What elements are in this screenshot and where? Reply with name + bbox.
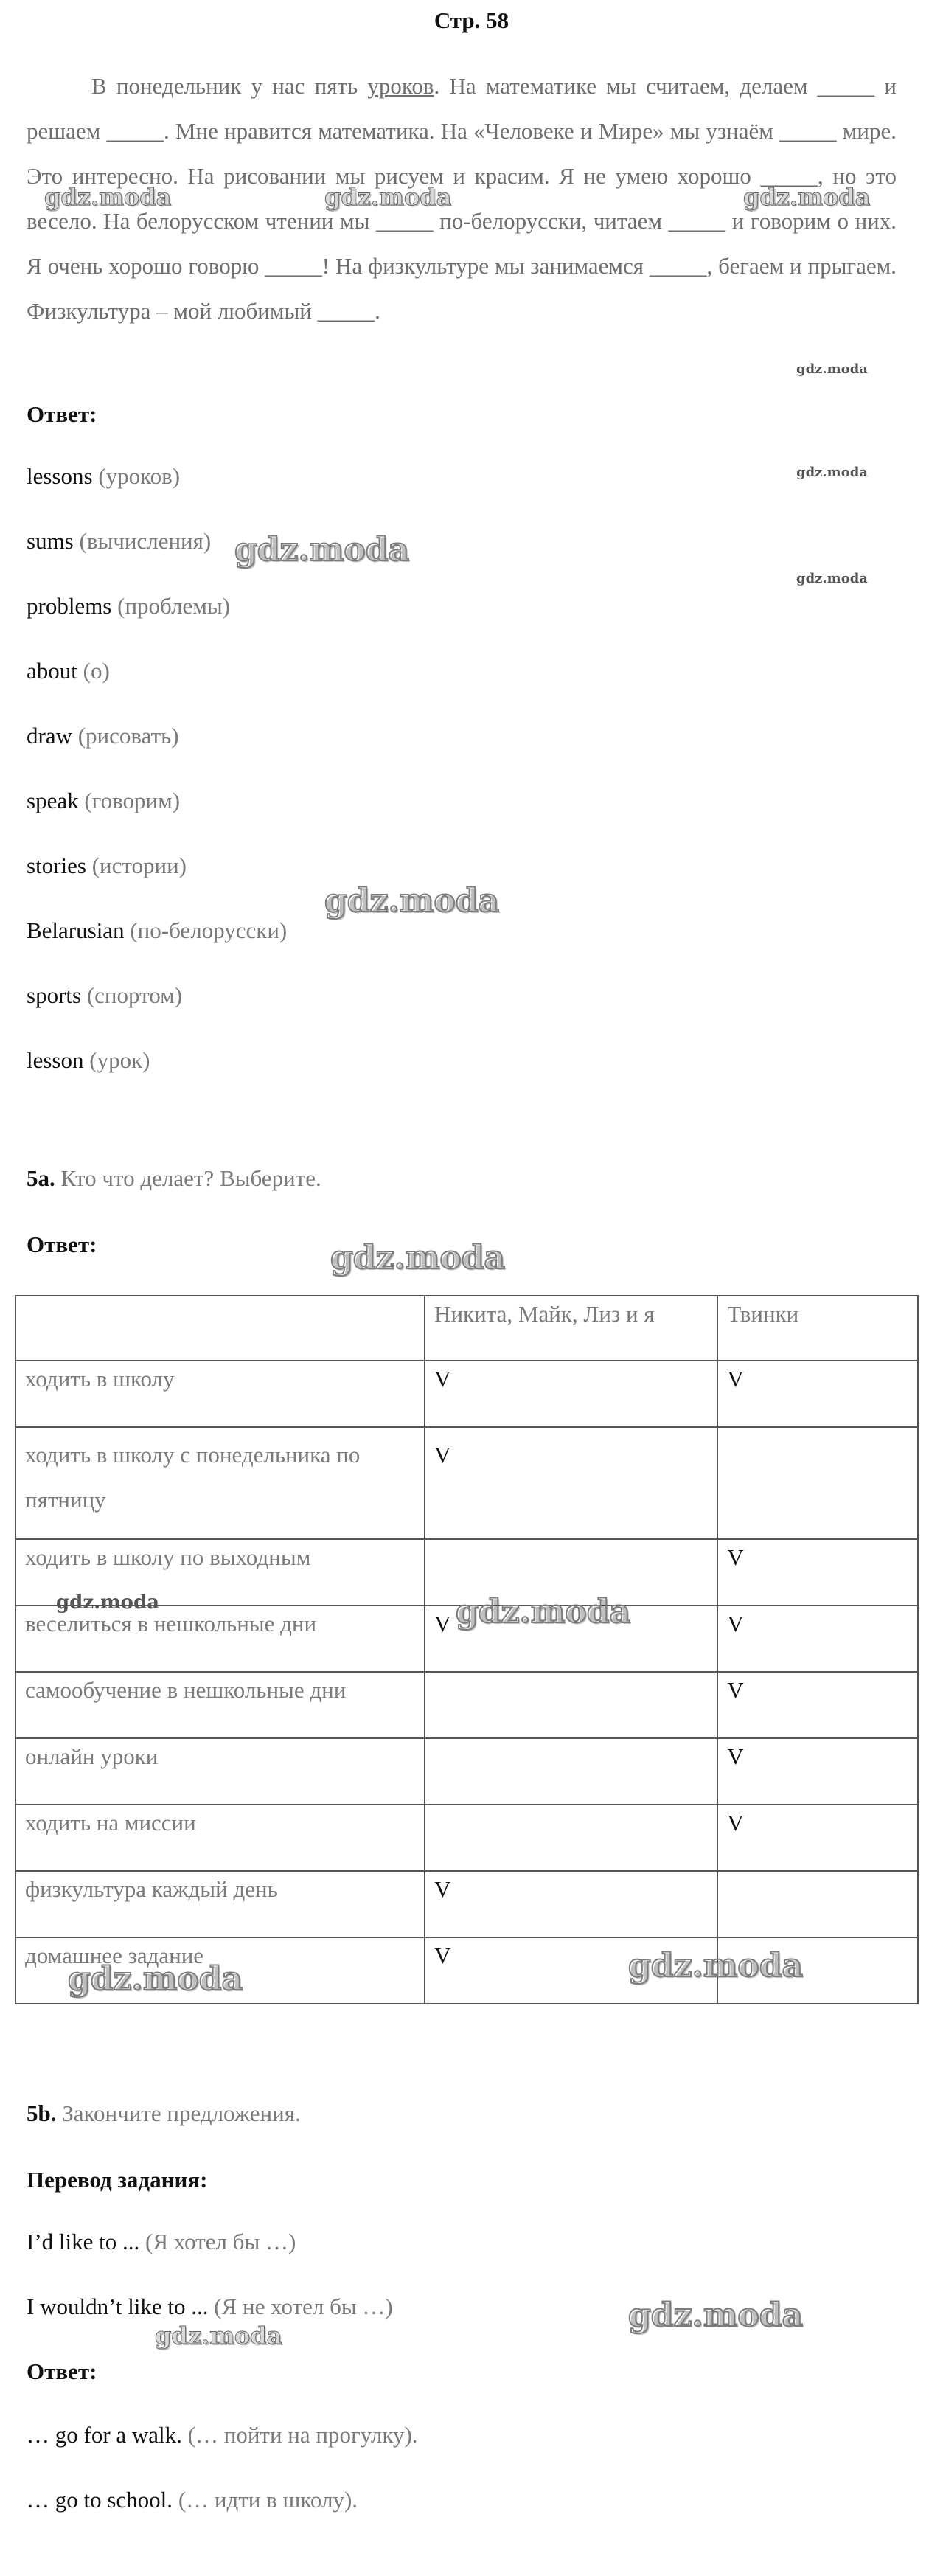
table-cell-activity: ходить в школу xyxy=(15,1361,425,1427)
watermark: gdz.moda xyxy=(234,531,410,569)
answer-word: stories xyxy=(27,853,86,878)
exercise-text-part: . На математике мы считаем, делаем _____ и решаем _____. Мне нравится математика. На «Человеке и Мире» мы узнаём _____ мире. Это интересно. На рисовании мы рисуем и красим. Я не умею хорошо _____, но это весело. На белорусском чтении мы _____ по-белорусски, читаем _____ и говорим о них. Я очень хорошо говорю _____! На физкультуре мы занимаемся _____, бегаем и прыгаем. Физкультура – мой любимый _____. xyxy=(27,73,897,324)
table-cell-check: V xyxy=(717,1805,918,1871)
task-5b xyxy=(27,2100,301,2127)
table-header-row xyxy=(15,1296,918,1361)
translation-label: Перевод задания: xyxy=(27,2167,208,2193)
answer-translation: (о) xyxy=(83,658,110,684)
watermark: gdz.moda xyxy=(155,2322,282,2350)
table-cell-check: V xyxy=(717,1361,918,1427)
watermark: gdz.moda xyxy=(44,183,172,211)
task-number: 5b. xyxy=(27,2100,57,2126)
answer-label: Ответ: xyxy=(27,2358,97,2384)
table-cell-check: V xyxy=(717,1738,918,1805)
table-row xyxy=(15,1361,918,1427)
list-item xyxy=(27,786,287,851)
task-number: 5a. xyxy=(27,1165,55,1191)
answer-word: sports xyxy=(27,982,82,1008)
list-item xyxy=(27,916,287,981)
watermark: gdz.moda xyxy=(56,1591,160,1614)
table-cell-check: V xyxy=(717,1672,918,1738)
answer-translation: (уроков) xyxy=(98,463,181,489)
answer-translation: (рисовать) xyxy=(77,723,179,749)
exercise-text-underlined: уроков xyxy=(367,73,434,99)
list-item xyxy=(27,462,287,527)
prompt-line xyxy=(27,2294,393,2320)
prompt-text: I wouldn’t like to ... xyxy=(27,2294,209,2319)
table-cell-check: V xyxy=(717,1539,918,1605)
watermark: gdz.moda xyxy=(324,882,500,920)
answer-word: speak xyxy=(27,788,79,813)
watermark: gdz.moda xyxy=(743,183,871,211)
answer-translation: (вычисления) xyxy=(79,528,212,554)
table-header-cell xyxy=(15,1296,425,1361)
list-item xyxy=(27,1046,287,1111)
prompt-translation: (Я хотел бы …) xyxy=(145,2229,296,2254)
task-5a xyxy=(27,1165,321,1192)
watermark: gdz.moda xyxy=(628,2296,804,2334)
table-cell-activity: самообучение в нешкольные дни xyxy=(15,1672,425,1738)
table-cell-check xyxy=(425,1672,717,1738)
table-cell-check: V xyxy=(425,1427,717,1539)
answer-translation: (говорим) xyxy=(84,788,181,813)
exercise-text-part: В понедельник у нас пять xyxy=(91,73,368,99)
table-cell-activity: веселиться в нешкольные дни xyxy=(15,1605,425,1672)
table-cell-check xyxy=(717,1427,918,1539)
watermark: gdz.moda xyxy=(68,1960,243,1998)
answer-word: problems xyxy=(27,593,112,619)
answer-label: Ответ: xyxy=(27,1232,97,1257)
table-cell-check: V xyxy=(425,1361,717,1427)
table-cell-check: V xyxy=(425,1937,717,2004)
list-item xyxy=(27,656,287,721)
task-text: Кто что делает? Выберите. xyxy=(60,1165,321,1191)
table-cell-activity: домашнее задание xyxy=(15,1937,425,2004)
answer-line xyxy=(27,2487,358,2513)
table-cell-check: V xyxy=(425,1871,717,1937)
list-item xyxy=(27,591,287,656)
answer-translation: (… идти в школу). xyxy=(178,2487,358,2513)
list-item xyxy=(27,721,287,786)
answer-translation: (… пойти на прогулку). xyxy=(187,2422,418,2448)
table-cell-check xyxy=(425,1738,717,1805)
list-item xyxy=(27,851,287,916)
table-header-cell: Твинки xyxy=(717,1296,918,1361)
table-row xyxy=(15,1871,918,1937)
answer-text: … go to school. xyxy=(27,2487,173,2513)
answer-translation: (истории) xyxy=(91,853,187,878)
answer-word: Belarusian xyxy=(27,917,125,943)
table-cell-check: V xyxy=(717,1605,918,1672)
table-cell-activity: ходить в школу с понедельника по пятницу xyxy=(15,1427,425,1539)
table-cell-check xyxy=(425,1805,717,1871)
answer-table xyxy=(15,1295,919,2004)
page-title: Стр. 58 xyxy=(434,7,509,33)
answer-word: about xyxy=(27,658,77,684)
list-item xyxy=(27,981,287,1046)
answer-translation: (спортом) xyxy=(86,982,183,1008)
watermark: gdz.moda xyxy=(330,1239,506,1277)
prompt-text: I’d like to ... xyxy=(27,2229,140,2254)
watermark: gdz.moda xyxy=(324,183,452,211)
answer-label: Ответ: xyxy=(27,401,97,427)
answer-translation: (урок) xyxy=(89,1047,150,1073)
answer-word: sums xyxy=(27,528,74,554)
watermark: gdz.moda xyxy=(796,465,868,480)
answer-word: draw xyxy=(27,723,72,749)
answer-word: lesson xyxy=(27,1047,84,1073)
table-header-cell: Никита, Майк, Лиз и я xyxy=(425,1296,717,1361)
table-row xyxy=(15,1427,918,1539)
answer-translation: (проблемы) xyxy=(117,593,231,619)
watermark: gdz.moda xyxy=(456,1593,631,1631)
prompt-line xyxy=(27,2229,296,2255)
prompt-translation: (Я не хотел бы …) xyxy=(214,2294,393,2319)
answer-text: … go for a walk. xyxy=(27,2422,182,2448)
table-cell-activity: ходить на миссии xyxy=(15,1805,425,1871)
watermark: gdz.moda xyxy=(796,571,868,586)
table-row xyxy=(15,1738,918,1805)
table-cell-check xyxy=(717,1871,918,1937)
table-cell-activity: физкультура каждый день xyxy=(15,1871,425,1937)
table-cell-activity: ходить в школу по выходным xyxy=(15,1539,425,1605)
answer-translation: (по-белорусски) xyxy=(130,917,288,943)
table-row xyxy=(15,1805,918,1871)
task-text: Закончите предложения. xyxy=(62,2100,301,2126)
watermark: gdz.moda xyxy=(796,361,868,377)
table-cell-check: V xyxy=(425,1605,717,1672)
table-row xyxy=(15,1672,918,1738)
answer-word: lessons xyxy=(27,463,93,489)
watermark: gdz.moda xyxy=(628,1947,804,1985)
table-cell-activity: онлайн уроки xyxy=(15,1738,425,1805)
answer-line xyxy=(27,2422,418,2448)
